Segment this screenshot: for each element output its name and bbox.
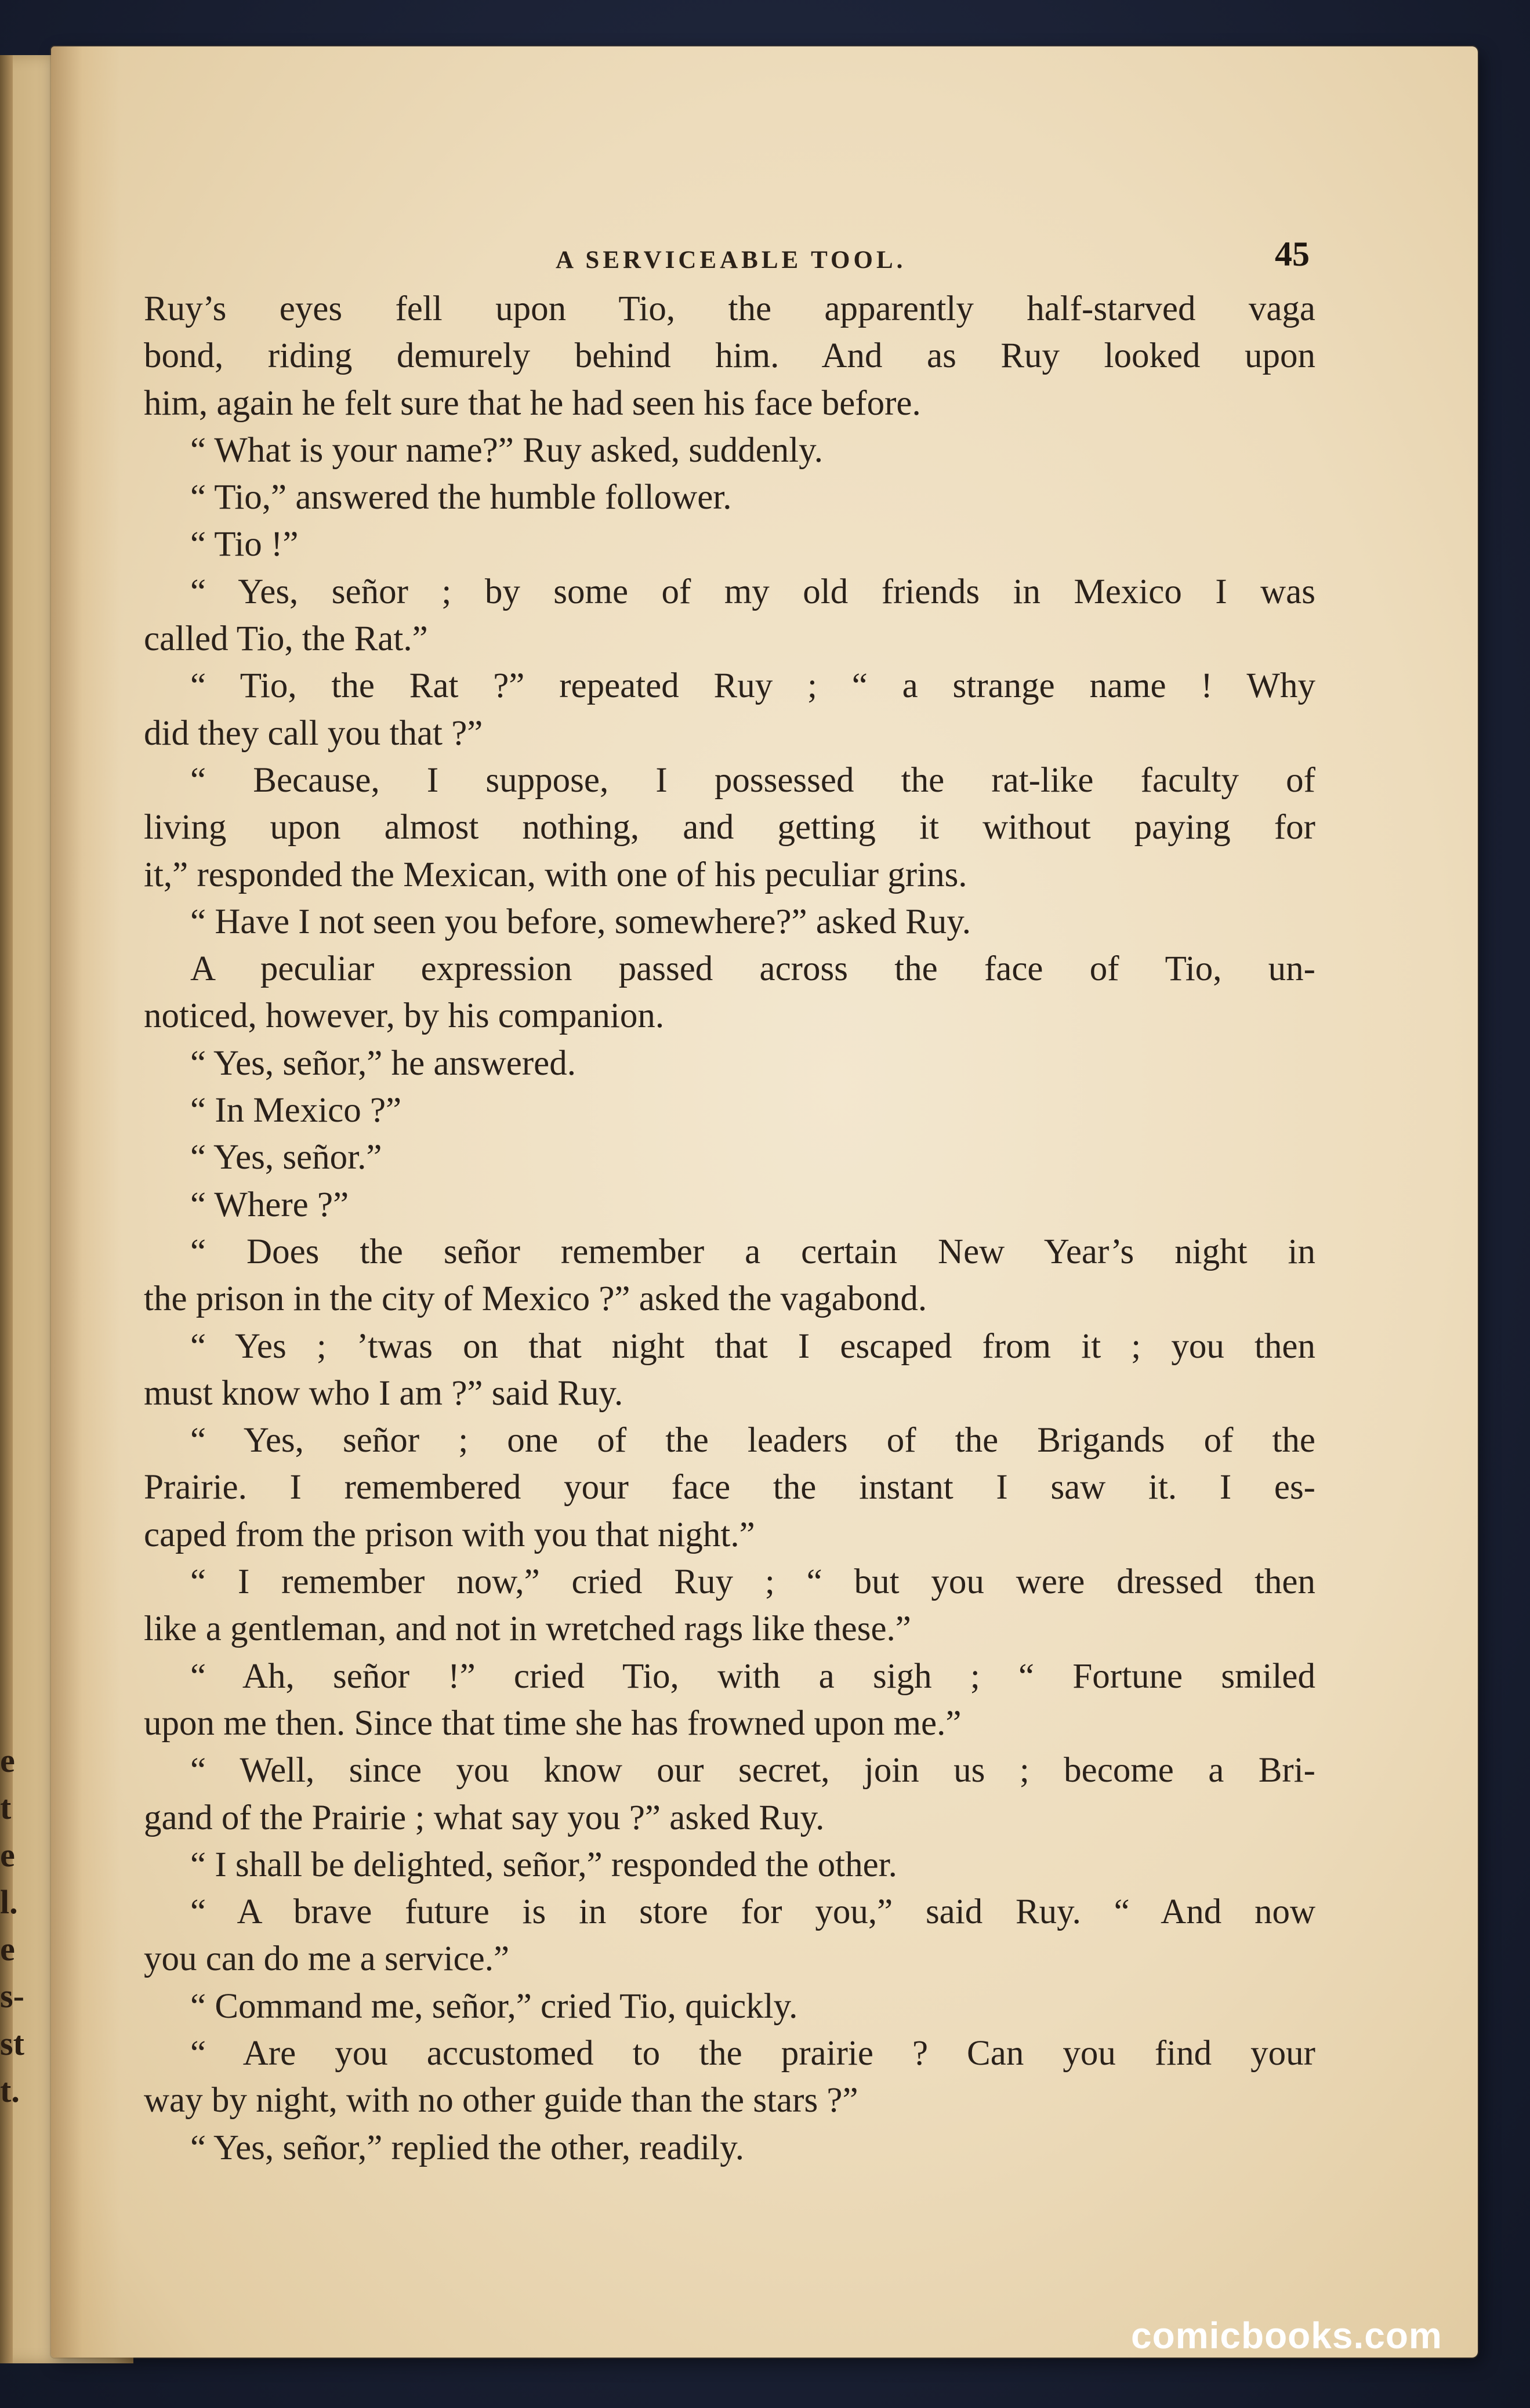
text-line: “ What is your name?” Ruy asked, suddenly.: [190, 430, 823, 470]
text-line: noticed, however, by his companion.: [144, 996, 665, 1036]
text-line: “ Are you accustomed to the prairie ? Can you find your: [190, 2033, 1315, 2073]
page-header: [51, 220, 1478, 278]
text-line: him, again he felt sure that he had seen his face before.: [144, 383, 921, 423]
text-line: “ I shall be delighted, señor,” responded the other.: [190, 1845, 897, 1884]
text-line: called Tio, the Rat.”: [144, 619, 428, 659]
margin-fragment: e: [0, 1836, 15, 1874]
text-line: “ Yes, señor ; by some of my old friends in Mexico I was: [190, 572, 1315, 611]
text-line: “ Well, since you know our secret, join us ; become a Bri-: [190, 1751, 1315, 1790]
margin-fragment: t: [0, 1789, 12, 1827]
page-gutter-shadow: [51, 46, 121, 2358]
margin-fragment: s-: [0, 1977, 24, 2015]
body-text: [144, 285, 1315, 2171]
margin-fragment: st: [0, 2024, 24, 2062]
text-line: “ Tio,” answered the humble follower.: [190, 478, 732, 517]
text-line: did they call you that ?”: [144, 713, 483, 753]
text-line: “ Ah, señor !” cried Tio, with a sigh ; “ Fortune smiled: [190, 1656, 1315, 1696]
text-line: you can do me a service.”: [144, 1939, 510, 1979]
text-line: “ Tio !”: [190, 525, 299, 564]
text-line: “ Does the señor remember a certain New Year’s night in: [190, 1232, 1315, 1271]
text-line: upon me then. Since that time she has frowned upon me.”: [144, 1703, 962, 1743]
text-line: “ I remember now,” cried Ruy ; “ but you were dressed then: [190, 1562, 1315, 1602]
text-line: “ Yes, señor,” he answered.: [190, 1043, 576, 1083]
text-line: living upon almost nothing, and getting it without paying for: [144, 808, 1315, 847]
text-line: Prairie. I remembered your face the instant I saw it. I es-: [144, 1468, 1315, 1507]
margin-fragment: e: [0, 1930, 15, 1968]
margin-fragment: t.: [0, 2072, 20, 2110]
margin-fragment: l.: [0, 1883, 18, 1921]
text-line: A peculiar expression passed across the face of Tio, un-: [190, 949, 1315, 989]
text-line: “ Where ?”: [190, 1185, 349, 1224]
page-number: 45: [1275, 235, 1310, 273]
text-line: “ Tio, the Rat ?” repeated Ruy ; “ a strange name ! Why: [190, 666, 1315, 706]
text-line: “ Have I not seen you before, somewhere?” asked Ruy.: [190, 902, 971, 941]
text-line: Ruy’s eyes fell upon Tio, the apparently half-starved vaga: [144, 289, 1315, 328]
text-line: “ Yes, señor ; one of the leaders of the Brigands of the: [190, 1421, 1315, 1460]
text-line: bond, riding demurely behind him. And as Ruy looked upon: [144, 336, 1315, 376]
text-line: “ In Mexico ?”: [190, 1091, 402, 1130]
text-line: must know who I am ?” said Ruy.: [144, 1373, 623, 1413]
text-line: it,” responded the Mexican, with one of his peculiar grins.: [144, 855, 967, 894]
text-line: “ Because, I suppose, I possessed the rat-like faculty of: [190, 760, 1315, 800]
margin-fragment: e: [0, 1742, 15, 1779]
text-line: “ Yes, señor,” replied the other, readily.: [190, 2128, 745, 2167]
text-line: “ Yes ; ’twas on that night that I escaped from it ; you then: [190, 1326, 1315, 1366]
watermark: comicbooks.com: [1131, 2315, 1442, 2356]
text-line: “ A brave future is in store for you,” said Ruy. “ And now: [190, 1892, 1315, 1932]
text-line: “ Yes, señor.”: [190, 1138, 382, 1177]
running-title: A SERVICEABLE TOOL.: [556, 246, 907, 274]
text-line: like a gentleman, and not in wretched rags like these.”: [144, 1609, 911, 1649]
left-page-margin-fragments: [0, 1737, 23, 2114]
text-line: caped from the prison with you that night.”: [144, 1515, 755, 1554]
text-line: way by night, with no other guide than the stars ?”: [144, 2081, 858, 2120]
text-line: gand of the Prairie ; what say you ?” asked Ruy.: [144, 1798, 825, 1837]
text-line: “ Command me, señor,” cried Tio, quickly.: [190, 1986, 798, 2026]
text-line: the prison in the city of Mexico ?” asked the vagabond.: [144, 1279, 927, 1319]
